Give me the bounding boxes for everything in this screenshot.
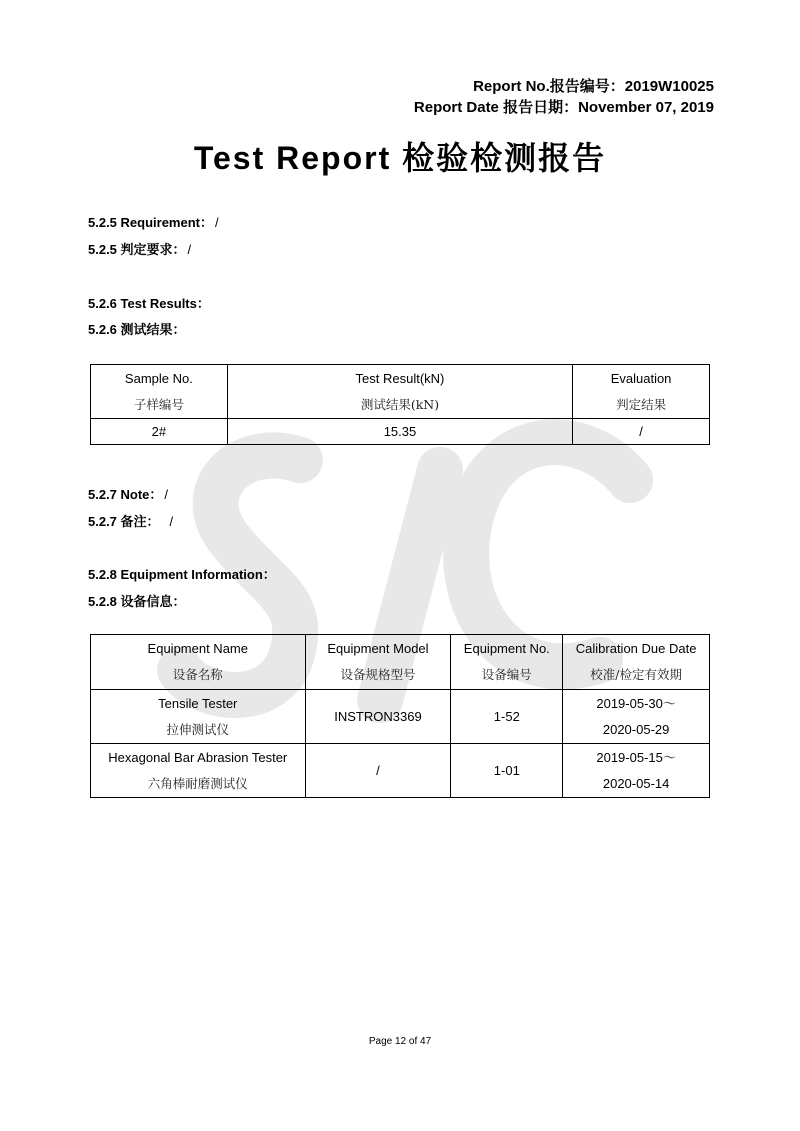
report-number: Report No.报告编号：2019W10025	[473, 78, 714, 95]
requirement-zh: 5.2.5 判定要求： /	[88, 242, 192, 257]
equipment-model-cell: /	[305, 744, 451, 798]
results-heading-en: 5.2.6 Test Results：	[88, 296, 210, 311]
calibration-date-cell: 2019-05-15～ 2020-05-14	[563, 744, 710, 798]
equipment-no-cell: 1-01	[451, 744, 563, 798]
note-zh: 5.2.7 备注： /	[88, 514, 174, 529]
equipment-name-cell: Hexagonal Bar Abrasion Tester 六角棒耐磨测试仪	[91, 744, 306, 798]
page-title: Test Report 检验检测报告	[193, 140, 607, 176]
header-cell: Equipment Name 设备名称	[91, 635, 306, 690]
table-header-row	[91, 635, 710, 690]
report-header	[414, 76, 714, 118]
equipment-name-cell: Tensile Tester 拉伸测试仪	[91, 690, 306, 744]
table-header-row	[91, 365, 710, 419]
page-number: Page 12 of 47	[368, 1036, 432, 1047]
header-cell: Equipment Model 设备规格型号	[305, 635, 451, 690]
header-cell: Sample No. 子样编号	[91, 365, 228, 419]
equipment-model-cell: INSTRON3369	[305, 690, 451, 744]
header-cell: Calibration Due Date 校准/检定有效期	[563, 635, 710, 690]
header-cell: Equipment No. 设备编号	[451, 635, 563, 690]
results-heading-zh: 5.2.6 测试结果：	[88, 322, 186, 337]
note-en: 5.2.7 Note： /	[88, 487, 169, 502]
report-date: Report Date 报告日期：November 07, 2019	[413, 99, 714, 116]
evaluation-cell: /	[573, 419, 710, 445]
calibration-date-cell: 2019-05-30～ 2020-05-29	[563, 690, 710, 744]
header-cell: Test Result(kN) 测试结果(kN)	[227, 365, 572, 419]
table-row	[91, 419, 710, 445]
table-row	[91, 690, 710, 744]
sample-no-cell: 2#	[91, 419, 228, 445]
requirement-en: 5.2.5 Requirement： /	[88, 215, 219, 230]
results-table	[90, 364, 710, 445]
table-row	[91, 744, 710, 798]
equipment-heading-en: 5.2.8 Equipment Information：	[88, 567, 276, 582]
equipment-table	[90, 634, 710, 798]
equipment-heading-zh: 5.2.8 设备信息：	[88, 594, 186, 609]
header-cell: Evaluation 判定结果	[573, 365, 710, 419]
test-result-cell: 15.35	[227, 419, 572, 445]
equipment-no-cell: 1-52	[451, 690, 563, 744]
